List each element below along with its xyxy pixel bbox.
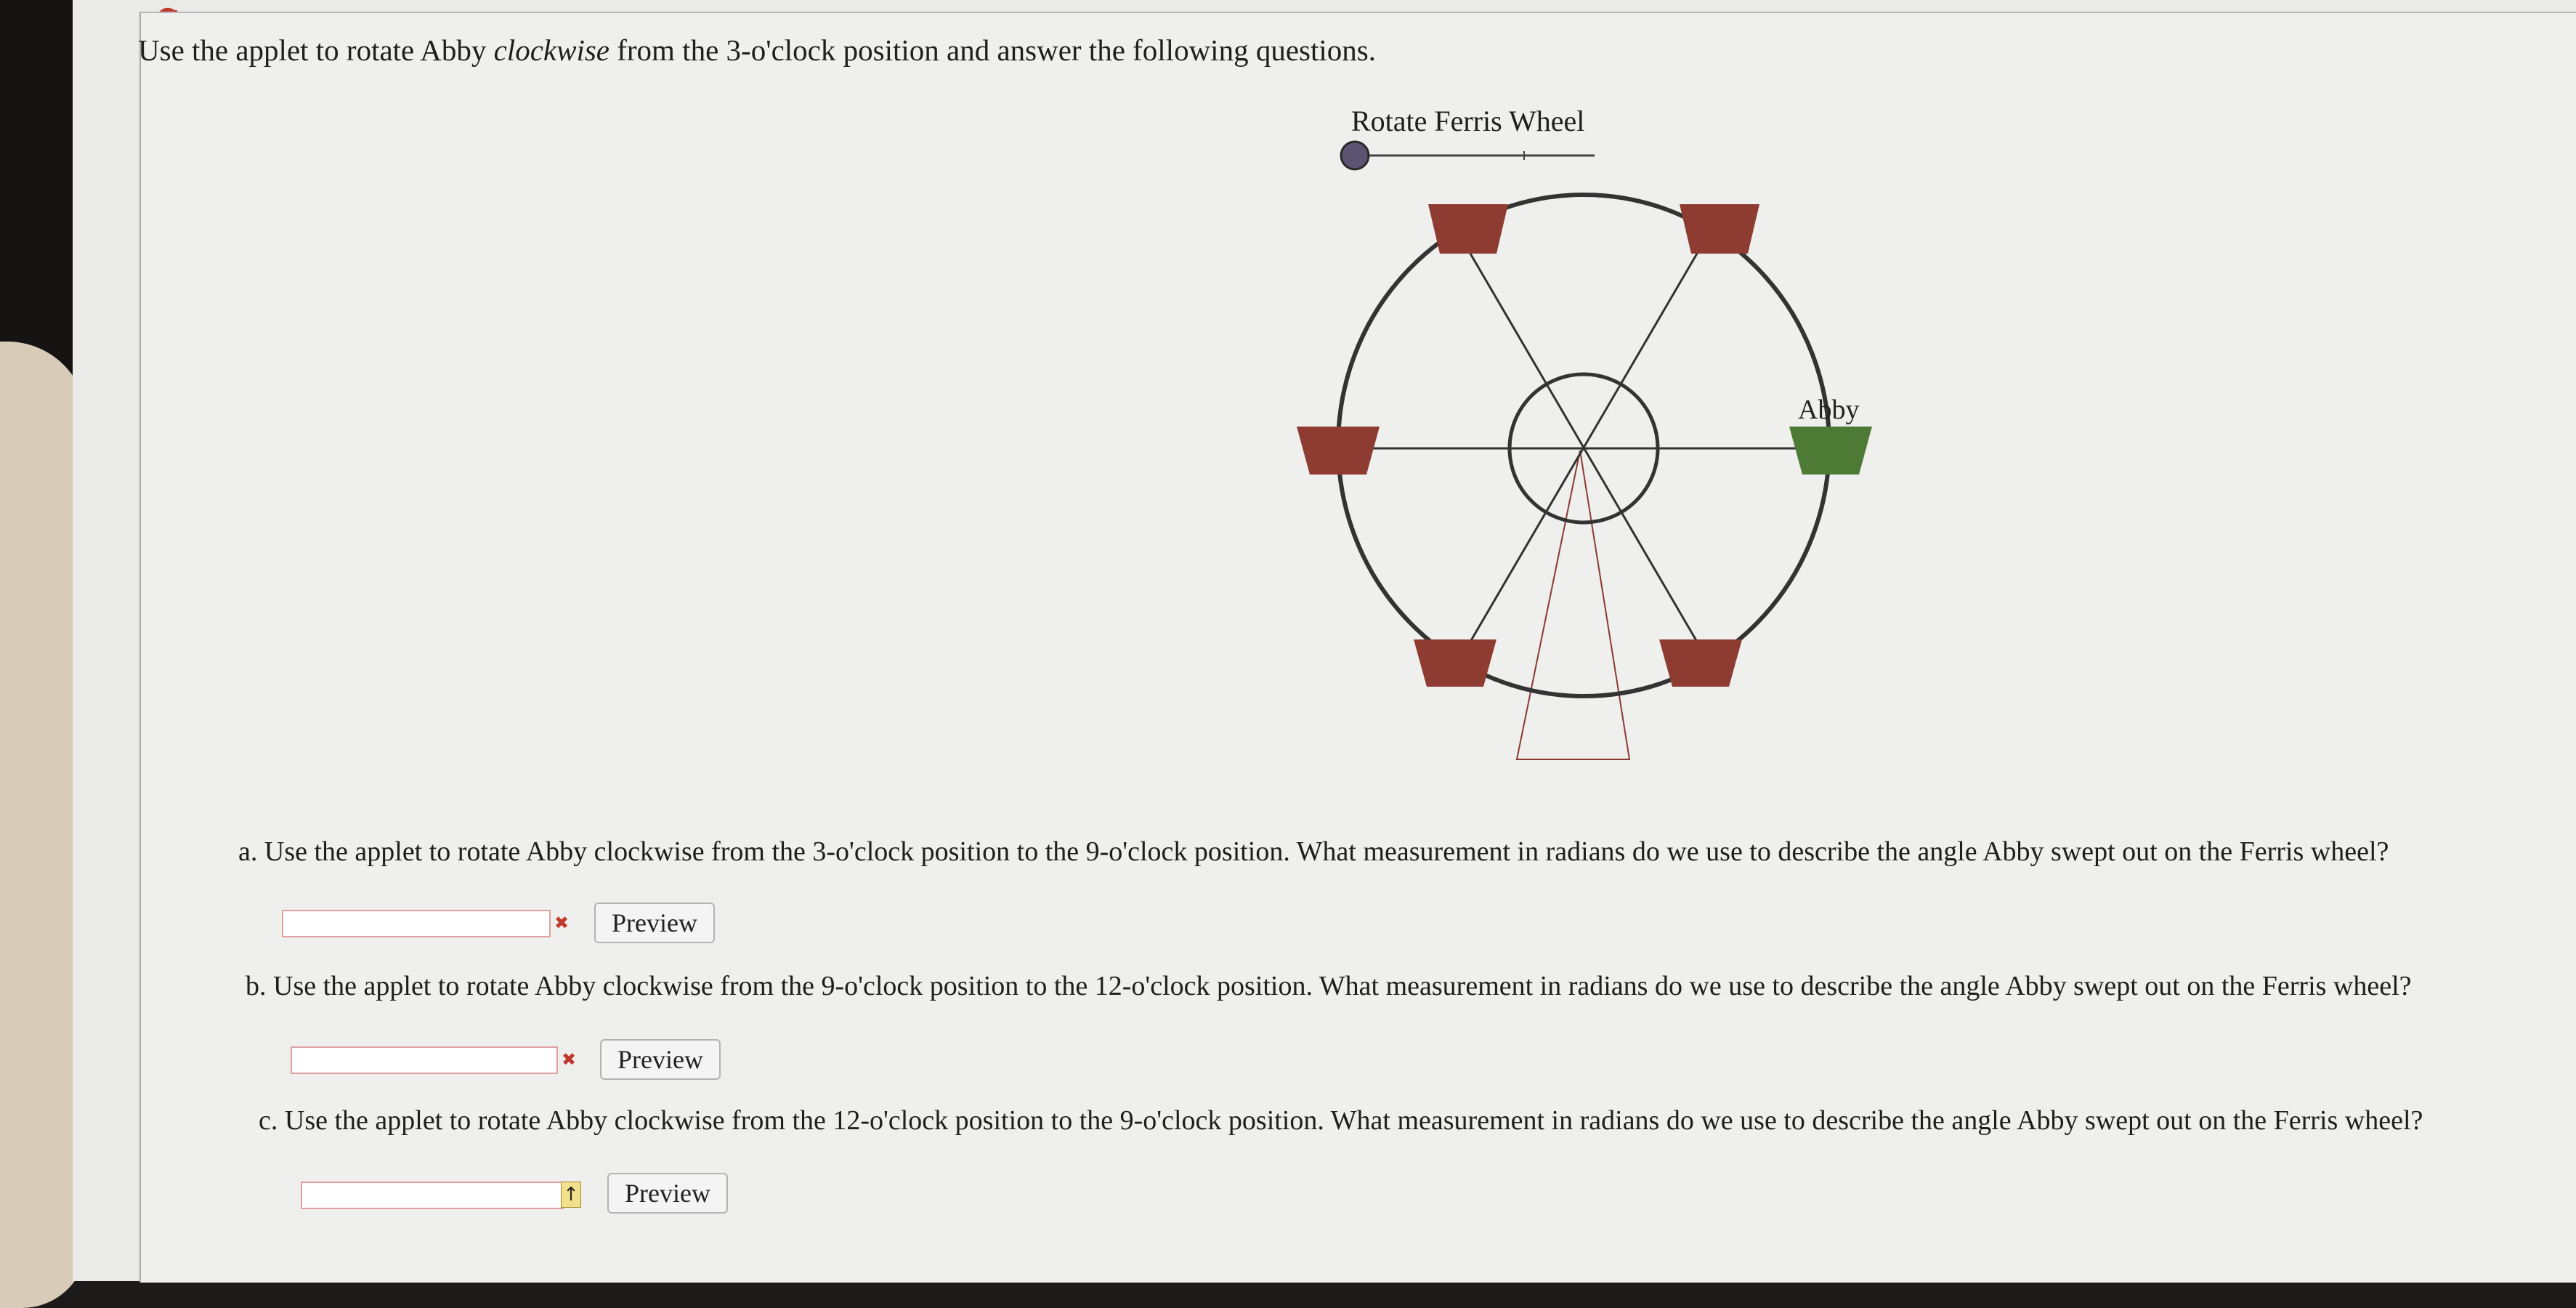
- part-a: [238, 836, 2389, 868]
- part-c: [259, 1105, 2423, 1137]
- wheel-rim: [1338, 195, 1829, 696]
- car-upper-right: [1680, 204, 1759, 254]
- part-b-question: Use the applet to rotate Abby clockwise from the 9-o'clock position to the 12-o'clock position. What measurement in radians do we use to describe the angle Abby swept out on the Ferris wheel?: [273, 971, 2412, 1001]
- part-c-preview-button[interactable]: Preview: [607, 1173, 728, 1214]
- instructions-suffix: from the 3-o'clock position and answer the following questions.: [609, 33, 1376, 67]
- car-left: [1297, 427, 1380, 475]
- part-c-question: Use the applet to rotate Abby clockwise from the 12-o'clock position to the 9-o'clock position. What measurement in radians do we use to describe the angle Abby swept out on the Ferris wheel?: [284, 1105, 2423, 1136]
- part-a-error-x-icon: ✖: [554, 913, 570, 933]
- part-c-warning-arrow-icon: ↑: [561, 1182, 581, 1208]
- instructions-emphasis: clockwise: [493, 33, 609, 67]
- part-b-label: b.: [246, 971, 267, 1001]
- car-abby: [1789, 427, 1872, 475]
- slider-knob[interactable]: [1341, 142, 1369, 169]
- car-lower-left: [1414, 639, 1496, 687]
- part-a-question: Use the applet to rotate Abby clockwise from the 3-o'clock position to the 9-o'clock position. What measurement in radians do we use to describe the angle Abby swept out on the Ferris wheel?: [264, 836, 2389, 867]
- part-c-label: c.: [259, 1105, 278, 1136]
- part-a-answer-input[interactable]: [282, 910, 551, 937]
- abby-label: Abby: [1798, 395, 1860, 425]
- part-b-error-x-icon: ✖: [562, 1049, 577, 1070]
- question-instructions: [138, 33, 1376, 68]
- part-b: [246, 970, 2412, 1002]
- part-a-preview-button[interactable]: Preview: [594, 903, 715, 943]
- part-a-label: a.: [238, 836, 258, 867]
- car-lower-right: [1659, 639, 1742, 687]
- car-upper-left: [1428, 204, 1508, 254]
- instructions-prefix: Use the applet to rotate Abby: [138, 33, 494, 67]
- ferris-wheel-applet[interactable]: [1235, 87, 1961, 785]
- part-b-preview-button[interactable]: Preview: [600, 1039, 721, 1080]
- slider-label: Rotate Ferris Wheel: [1351, 105, 1585, 137]
- part-b-answer-input[interactable]: [291, 1046, 558, 1074]
- part-c-answer-input[interactable]: [301, 1182, 564, 1209]
